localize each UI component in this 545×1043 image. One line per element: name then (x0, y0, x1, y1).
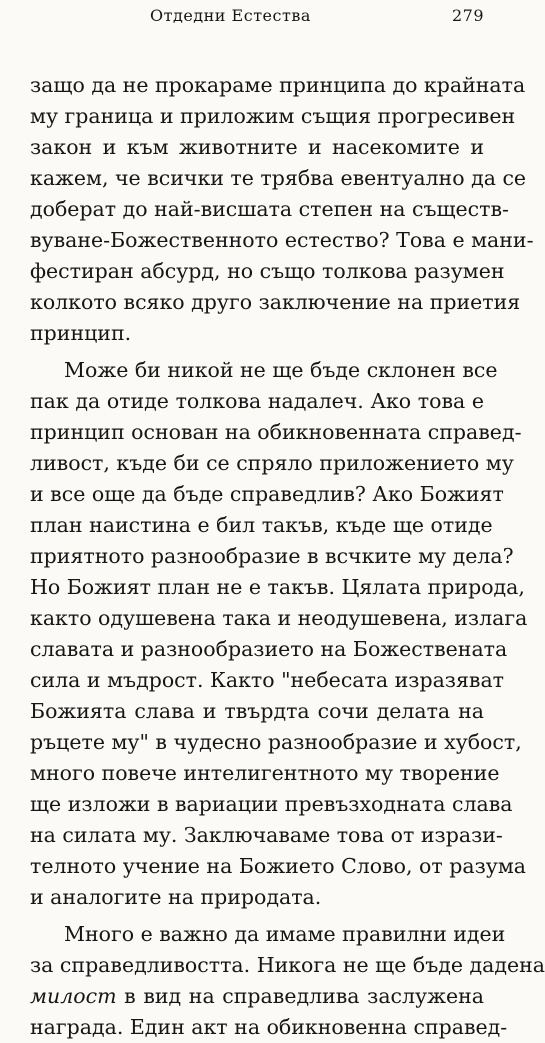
text-line: ще изложи в вариации превъзходната слава (30, 792, 513, 816)
text-line: принцип. (30, 321, 132, 345)
body-text (30, 70, 545, 1043)
text-line: кажем, че всички те трябва евентуално да се (30, 166, 527, 190)
paragraph-3 (30, 919, 545, 1043)
running-header (0, 2, 500, 30)
text-line: му граница и приложим същия прогресивен (30, 104, 516, 128)
emphasis-word: милост (30, 984, 117, 1008)
text-line: Много е важно да имаме правилни идеи (64, 922, 506, 946)
text-line: вуване-Божественното естество? Това е мани- (30, 228, 534, 252)
text-line-with-emphasis (30, 981, 484, 1012)
text-line: за справедливостта. Никога не ще бъде дадена (30, 953, 545, 977)
text-line: славата и разнообразието на Божествената (30, 637, 508, 661)
text-line: и аналогите на природата. (30, 885, 322, 909)
text-line: Може би никой не ще бъде склонен все (64, 358, 498, 382)
page-number: 279 (451, 6, 484, 25)
text-line: ръцете му" в чудесно разнообразие и хубост, (30, 730, 522, 754)
text-line: и все още да бъде справедлив? Ако Божият (30, 482, 504, 506)
text-line: закон и към животните и насекомите и (30, 135, 484, 159)
text-line: сила и мъдрост. Както "небесата изразяват (30, 668, 505, 692)
text-line: Но Божият план не е такъв. Цялата природа, (30, 575, 525, 599)
text-fragment: в вид на справедлива заслужена (124, 984, 484, 1008)
text-line: пак да отиде толкова надалеч. Ако това е (30, 389, 484, 413)
text-line: защо да не прокараме принципа до крайната (30, 73, 526, 97)
text-line: ливост, къде би се спряло приложението му (30, 451, 514, 475)
text-line: колкото всяко друго заключение на приетия (30, 290, 521, 314)
text-line: Божията слава и твърдта сочи делата на (30, 699, 484, 723)
text-line: много повече интелигентното му творение (30, 761, 500, 785)
text-line: както одушевена така и неодушевена, излага (30, 606, 528, 630)
text-line: план наистина е бил такъв, къде ще отиде (30, 513, 493, 537)
text-line: принцип основан на обикновенната справед- (30, 420, 522, 444)
paragraph-1 (30, 70, 534, 349)
paragraph-2 (30, 355, 528, 913)
text-line: приятното разнообразие в всчките му дела? (30, 544, 514, 568)
text-line: телното учение на Божието Слово, от разума (30, 854, 527, 878)
running-title: Отдедни Естества (150, 6, 311, 25)
text-line: доберат до най-висшата степен на съществ- (30, 197, 509, 221)
text-line: фестиран абсурд, но също толкова разумен (30, 259, 505, 283)
text-line: награда. Един акт на обикновенна справед- (30, 1015, 508, 1039)
text-line: на силата му. Заключаваме това от изрази- (30, 823, 503, 847)
